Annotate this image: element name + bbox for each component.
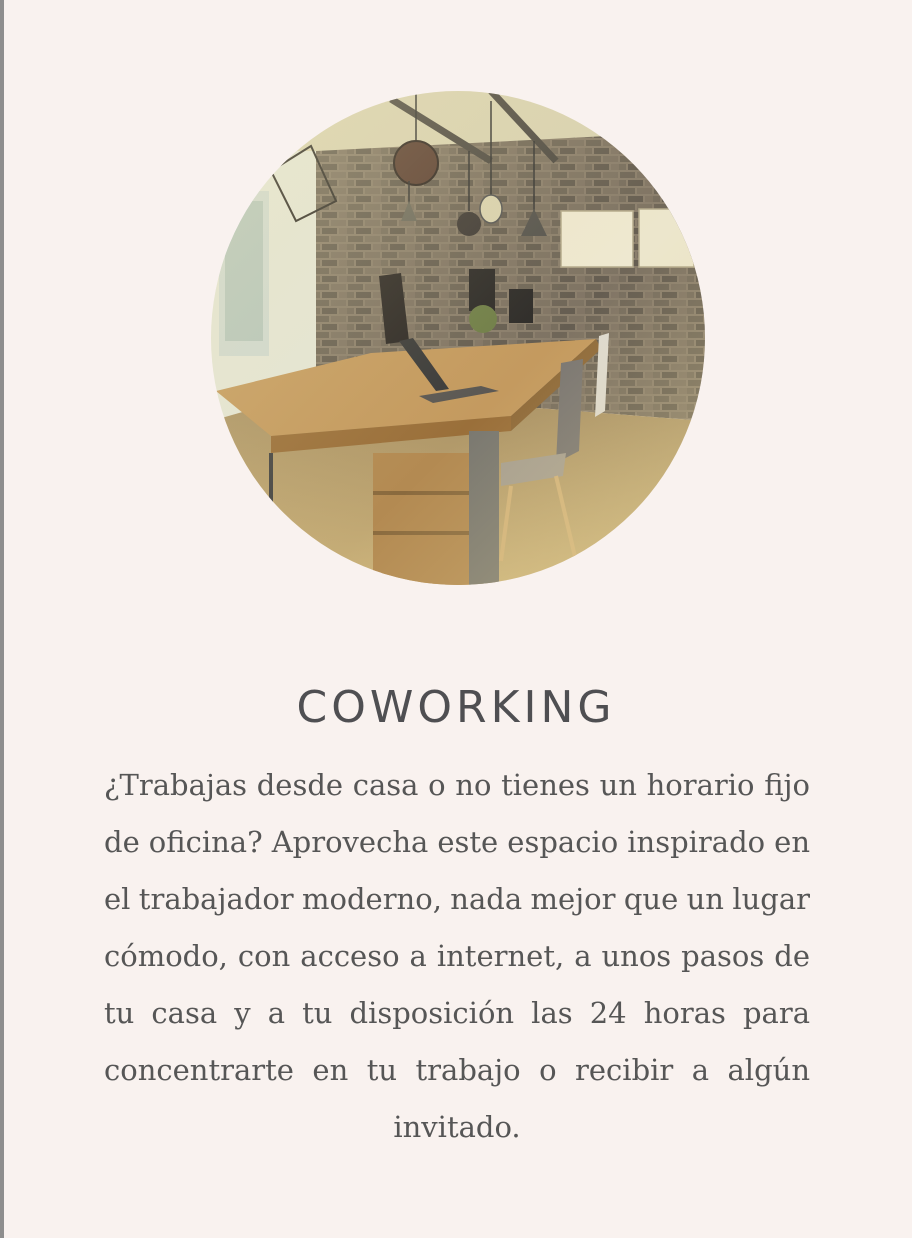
coworking-photo [211,91,705,585]
left-edge-rule [0,0,4,1238]
section-title: COWORKING [296,682,616,733]
section-description: ¿Trabajas desde casa o no tienes un horario fijo de oficina? Aprovecha este espacio inspirado en el trabajador moderno, nada mejor que un lugar cómodo, con acceso a internet, a unos pasos de tu casa y a tu disposición las 24 horas para concentrarte en tu trabajo o recibir a algún invitado. [104,768,810,1144]
